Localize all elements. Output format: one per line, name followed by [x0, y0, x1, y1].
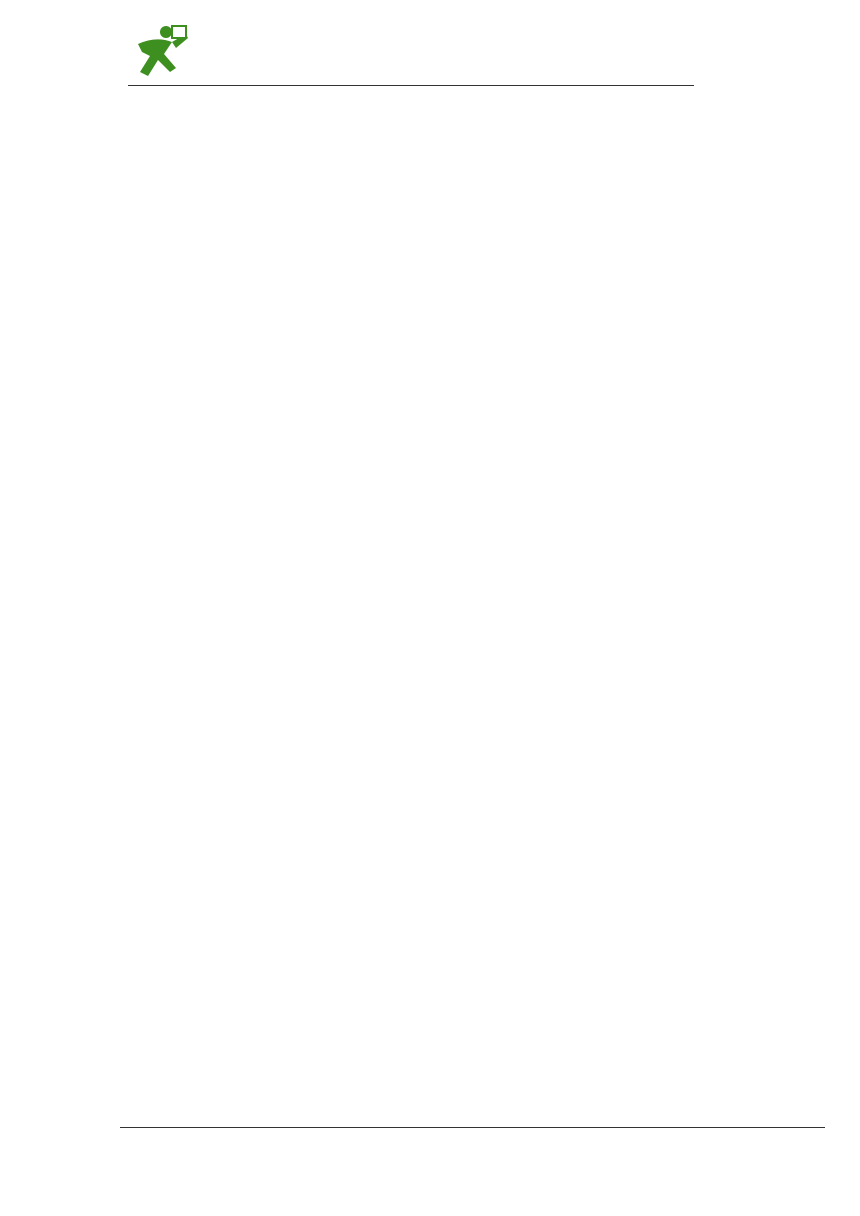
passage-source [120, 528, 750, 552]
passage-line [120, 103, 750, 127]
annotation-note [120, 575, 750, 599]
passage-line [120, 457, 750, 481]
passage-line [120, 433, 750, 457]
document-body [120, 103, 750, 622]
page-footer [128, 1137, 158, 1152]
passage-line [120, 386, 750, 410]
passage-line [120, 174, 750, 198]
passage-line [120, 221, 750, 245]
passage-line [120, 315, 750, 339]
page-header [0, 0, 860, 90]
passage-line [120, 245, 750, 269]
header-divider [128, 85, 694, 86]
passage-line [120, 268, 750, 292]
passage-line [120, 481, 750, 505]
passage-line [120, 363, 750, 387]
passage-line [120, 339, 750, 363]
site-logo[interactable] [128, 18, 348, 82]
running-figure-icon [128, 24, 188, 80]
question-stem [120, 598, 750, 622]
passage-line [120, 127, 750, 151]
passage-line [120, 504, 750, 528]
annotation-note [120, 551, 750, 575]
passage-line [120, 150, 750, 174]
passage-line [120, 410, 750, 434]
passage-line [120, 197, 750, 221]
passage-line [120, 292, 750, 316]
footer-divider [120, 1127, 825, 1128]
